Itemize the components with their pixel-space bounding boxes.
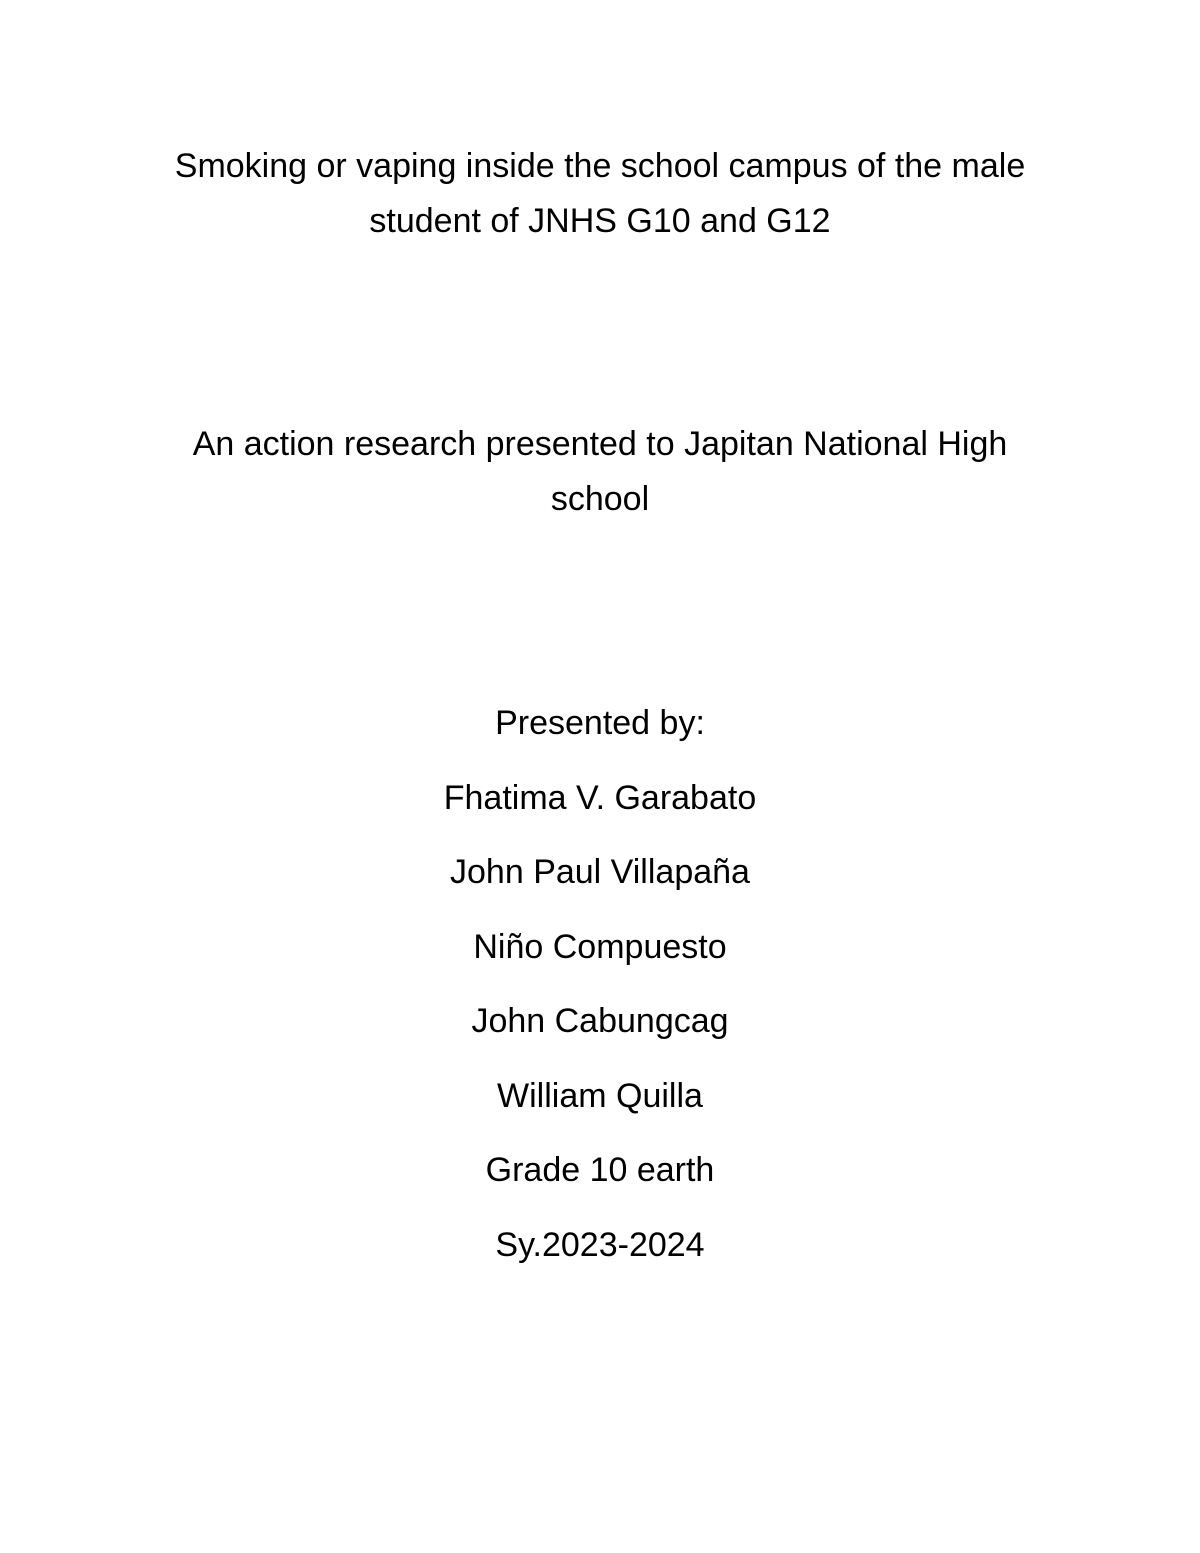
presenter-name: Niño Compuesto <box>473 928 727 966</box>
presenter-name: Fhatima V. Garabato <box>443 779 757 817</box>
presenter-name: John Paul Villapaña <box>450 853 750 891</box>
subtitle-line-1: An action research presented to Japitan National High <box>192 425 1008 463</box>
title-line-1: Smoking or vaping inside the school campus of the male <box>174 147 1026 185</box>
presenter-name: John Cabungcag <box>471 1002 729 1040</box>
presented-by-label: Presented by: <box>495 704 705 742</box>
presenter-name: William Quilla <box>497 1077 703 1115</box>
subtitle-line-2: school <box>550 480 650 518</box>
title-line-2: student of JNHS G10 and G12 <box>369 202 831 240</box>
grade-section: Grade 10 earth <box>485 1151 715 1189</box>
school-year: Sy.2023-2024 <box>495 1226 705 1264</box>
